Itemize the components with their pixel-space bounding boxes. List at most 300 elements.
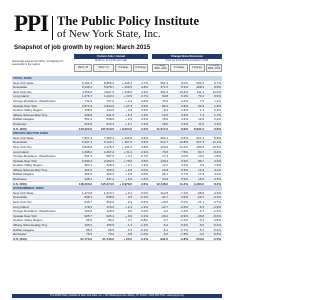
table-cell: 1,473.7 (103, 190, 114, 195)
table-cell: 438.1 (84, 177, 92, 182)
table-cell: 15.3 (162, 98, 168, 103)
table-cell: 625.1 (106, 213, 114, 218)
table-cell: -0.8% (140, 218, 148, 223)
table-cell: 86.5 (108, 227, 114, 232)
column-header: March '15 (74, 64, 92, 72)
footer-contact: The Public Policy Institute of New York State, Inc. • 152 Washington Ave. Albany, NY 12210 • (518) 465-7511 • www.ppinys.org (12, 294, 222, 298)
table-cell: 13.4 (198, 167, 204, 172)
table-cell: -2.0 (162, 209, 168, 214)
table-cell: 8.9% (181, 126, 188, 131)
table-cell: 79.4 (198, 94, 204, 99)
table-cell: 2.2% (141, 126, 148, 131)
table-cell: 0.0% (141, 190, 148, 195)
row-label: Downstate (13, 140, 28, 145)
table-cell: + 167.0 (121, 140, 132, 145)
table-cell: 10.8% (179, 140, 188, 145)
table-cell: -6.6 (162, 232, 168, 237)
table-cell: 6.6% (214, 94, 221, 99)
table-cell: 80.2 (162, 103, 168, 108)
column-header: % Change (170, 64, 188, 72)
table-cell: 2.4% (214, 117, 221, 122)
table-cell: 3.9% (214, 177, 221, 182)
table-cell: 21,745.0 (102, 236, 114, 241)
table-cell: 8.4 (163, 108, 168, 113)
table-cell: -2.5% (213, 236, 221, 241)
column-header: % Change (133, 64, 148, 72)
table-cell: -21.1 (197, 200, 204, 205)
table-cell: 664.1 (160, 135, 168, 140)
table-cell: 0.5% (141, 117, 148, 122)
row-label: U.S. (000) (13, 236, 27, 241)
table-cell: 6.9% (181, 158, 188, 163)
table-cell: 16.5 (198, 177, 204, 182)
table-cell: + 4.3 (125, 154, 132, 159)
row-label: Rochester (13, 177, 27, 182)
table-cell: 13.6% (212, 144, 221, 149)
row-label: Upstate New York (13, 213, 37, 218)
table-cell: 4.5 (199, 163, 204, 168)
table-cell: -1.2% (140, 223, 148, 227)
table-cell: 7.4 (199, 112, 204, 117)
table-cell: 8,856.2 (103, 80, 114, 85)
table-cell: 3,475.3 (103, 144, 114, 149)
table-cell: + 2.3 (125, 204, 132, 209)
table-cell: 178.3 (84, 204, 92, 209)
table-cell: -2.8% (180, 236, 188, 241)
table-cell: 7.5 (199, 98, 204, 103)
table-cell: 5,297.1 (81, 140, 92, 145)
table-cell: + 25.0 (123, 236, 132, 241)
table-cell: 13.2% (179, 144, 188, 149)
table-cell: 527.4 (196, 140, 204, 145)
table-cell: + 27.3 (123, 103, 132, 108)
table-cell: 1.1% (214, 98, 221, 103)
table-cell: 1.3% (141, 204, 148, 209)
table-cell: 86.2 (108, 218, 114, 223)
table-cell: 0.3% (214, 108, 221, 113)
row-label: Orange-Rockland - Westchester (13, 98, 56, 103)
row-label: Albany-Schenectady-Troy (13, 223, 48, 227)
table-cell: 1,067.2 (103, 149, 114, 154)
table-cell: 0.1% (141, 236, 148, 241)
table-cell: 8.4% (214, 181, 221, 186)
table-cell: 18.0 (162, 121, 168, 126)
table-cell: 2.7% (141, 80, 148, 85)
table-cell: 118,453.0 (78, 181, 92, 186)
group-header-recession: Change Since Recession (152, 54, 222, 59)
table-cell: 7.5% (181, 149, 188, 154)
table-cell: + 78.0 (123, 158, 132, 163)
table-cell: -3.4 (198, 218, 204, 223)
column-header: March '14 (93, 64, 114, 72)
table-cell: -3.7 (162, 218, 168, 223)
table-cell: 1.2% (141, 112, 148, 117)
row-label: New York City (13, 200, 32, 205)
table-cell: 0.0% (141, 209, 148, 214)
table-cell: + 166.5 (121, 85, 132, 90)
table-cell: 24.6 (162, 177, 168, 182)
table-cell: + 245.1 (121, 80, 132, 85)
table-cell: -1.0% (140, 232, 148, 237)
table-cell: 0.7% (141, 154, 148, 159)
row-label: Upstate New York (13, 103, 37, 108)
table-cell: 17.3 (162, 154, 168, 159)
table-cell: 5,130.1 (103, 140, 114, 145)
table-note: Seasonally adjusted (in 000s); not adjusted for seasonality in the regions (12, 60, 64, 66)
table-cell: 0.9% (141, 108, 148, 113)
table-cell: 21,770.0 (80, 236, 92, 241)
table-cell: 8.4% (214, 149, 221, 154)
table-cell: 5.7% (181, 172, 188, 177)
table-cell: 3.8% (141, 144, 148, 149)
row-label: Buffalo-Niagara (13, 227, 34, 232)
row-label: Long Island (13, 204, 29, 209)
column-header: % Change 2008 - 2015 (207, 65, 221, 70)
table-cell: 353.1 (84, 163, 92, 168)
table-cell: 341.6 (84, 167, 92, 172)
group-header-current: Current Jobs / Annual (74, 54, 148, 59)
table-cell: -4.6 (198, 232, 204, 237)
table-cell: + 31.2 (123, 149, 132, 154)
table-cell: - 0.3 (125, 227, 132, 232)
table-cell: 7,627.4 (81, 135, 92, 140)
table-cell: 1.9% (181, 108, 188, 113)
table-cell: 105.2 (84, 223, 92, 227)
table-cell: 9,101.2 (81, 80, 92, 85)
table-cell: 2.2% (181, 98, 188, 103)
table-cell: 510.4 (106, 121, 114, 126)
table-cell: 3.3% (141, 135, 148, 140)
table-cell: 1.3% (141, 163, 148, 168)
table-cell: + 2.5 (125, 117, 132, 122)
table-cell: 3.6% (181, 121, 188, 126)
table-cell: -1.6% (180, 209, 188, 214)
table-cell: -2.7 (198, 209, 204, 214)
table-cell: -112.8 (159, 190, 168, 195)
table-cell: + 5.3 (125, 112, 132, 117)
table-cell: 2,944.6 (103, 103, 114, 108)
table-cell: 17.9 (198, 172, 204, 177)
table-cell: 2.4% (214, 121, 221, 126)
table-cell: 89.7 (198, 158, 204, 163)
table-cell: 0.1% (141, 213, 148, 218)
row-label: New York City (13, 89, 32, 94)
table-cell: 848.6 (106, 195, 114, 200)
row-label: Hudson Valley Region (13, 218, 43, 223)
row-label: Downstate (13, 85, 28, 90)
row-label: U.S. (000) (13, 126, 27, 131)
table-cell: 12.1 (162, 163, 168, 168)
table-cell: 9.5% (181, 135, 188, 140)
table-cell: -553.0 (195, 236, 204, 241)
table-cell: 63.8 (162, 94, 168, 99)
table-cell: + 33.5 (123, 94, 132, 99)
table-cell: -6.2 (162, 227, 168, 232)
table-cell: 120.0 (84, 209, 92, 214)
table-cell: 3,606.8 (81, 144, 92, 149)
table-cell: 2.7% (141, 94, 148, 99)
table-cell: 549.7 (84, 200, 92, 205)
table-cell: 79.2 (108, 232, 114, 237)
table-cell: -29.0 (161, 200, 168, 205)
table-cell: 6.7% (214, 80, 221, 85)
table-cell: 1,276.7 (81, 94, 92, 99)
table-cell: 514.7 (160, 140, 168, 145)
table-cell: 0.6% (141, 172, 148, 177)
group-subheader-recession: From low point (during recession) to 2015 (165, 60, 209, 62)
table-cell: 149.4 (160, 158, 168, 163)
table-cell: 4.0% (214, 158, 221, 163)
table-cell: 2.8% (181, 103, 188, 108)
row-label: Rochester (13, 121, 27, 126)
table-cell: 106.5 (106, 223, 114, 227)
table-cell: 8,631.0 (193, 126, 204, 131)
table-cell: 1,243.2 (103, 94, 114, 99)
table-cell: -2.9% (213, 204, 221, 209)
table-cell: + 6.6 (125, 167, 132, 172)
table-cell: 1.2% (141, 121, 148, 126)
table-cell: 2.0% (141, 167, 148, 172)
table-cell: + 2.8 (125, 172, 132, 177)
table-cell: -5.4% (213, 223, 221, 227)
table-cell: -6.2 (162, 223, 168, 227)
column-header: # Change 2008 - 2015 (152, 64, 169, 72)
table-cell: 85.5 (86, 218, 92, 223)
table-cell: 3.4% (181, 112, 188, 117)
table-cell: + 4.7 (125, 163, 132, 168)
table-cell: 5.3% (181, 94, 188, 99)
table-cell: + 128.6 (121, 89, 132, 94)
table-cell: 5,978.7 (103, 85, 114, 90)
table-cell: 12.8 (198, 117, 204, 122)
row-label: Long Island (13, 94, 29, 99)
table-cell: 3.5% (181, 117, 188, 122)
table-cell: -4.3% (213, 190, 221, 195)
table-cell: -2.2% (213, 209, 221, 214)
row-label: New York City (13, 144, 32, 149)
table-cell: 11.0% (212, 89, 221, 94)
table-cell: 76.5 (162, 149, 168, 154)
table-cell: 84.7 (198, 149, 204, 154)
table-cell: 587.6 (106, 154, 114, 159)
table-cell: 391.9 (160, 89, 168, 94)
ppi-logo: PPI (14, 11, 49, 36)
row-label: New York State (13, 135, 34, 140)
table-cell: + 4.0 (125, 108, 132, 113)
table-cell: -5.6% (180, 223, 188, 227)
row-label: Downstate (13, 195, 28, 200)
table-cell: + 0.6 (125, 213, 132, 218)
logo-divider (52, 16, 53, 40)
group-subheader-current: Month vs. 12 months prior data (95, 60, 127, 62)
table-cell: 617.1 (196, 135, 204, 140)
row-label: U.S. (000) (13, 181, 27, 186)
table-cell: 8.3% (181, 85, 188, 90)
table-cell: + 245.0 (121, 135, 132, 140)
table-cell: 411.4 (196, 89, 204, 94)
header-logo-block (14, 11, 224, 44)
table-cell: - 0.8 (125, 232, 132, 237)
table-cell: 4.0% (214, 172, 221, 177)
table-cell: 3.3% (141, 140, 148, 145)
table-cell: -5.3 (198, 204, 204, 209)
table-cell: -4.1% (180, 218, 188, 223)
table-cell: 176.0 (106, 204, 114, 209)
section-title: PRIVATE SECTOR JOBS (13, 131, 48, 136)
table-cell: -4.9% (180, 195, 188, 200)
table-cell: 1.3% (214, 163, 221, 168)
table-cell: 438.6 (84, 108, 92, 113)
row-label: Albany-Schenectady-Troy (13, 112, 48, 117)
table-cell: 10.2 (198, 154, 204, 159)
table-cell: - 2.9 (125, 200, 132, 205)
section-title: GOVERNMENT JOBS (13, 186, 44, 191)
table-cell: 12,148.0 (156, 181, 168, 186)
table-cell: - 0.7 (125, 218, 132, 223)
table-cell: -0.5% (140, 200, 148, 205)
table-cell: 10.4% (179, 89, 188, 94)
table-cell: 548.9 (106, 117, 114, 122)
table-cell: 115,474.0 (100, 181, 114, 186)
table-cell: 4,027.9 (103, 89, 114, 94)
table-cell: 1.7% (214, 112, 221, 117)
table-cell: 11.4% (179, 181, 188, 186)
table-cell: 848.1 (84, 195, 92, 200)
table-cell: 625.7 (84, 213, 92, 218)
table-cell: -43.7 (161, 195, 168, 200)
table-cell: -0.3% (140, 227, 148, 232)
table-cell: 2,252.3 (103, 158, 114, 163)
table-cell: -0.1% (140, 195, 148, 200)
table-cell: 14.6 (162, 112, 168, 117)
table-cell: 11.1% (212, 140, 221, 145)
table-cell: -9.9% (180, 213, 188, 218)
table-cell: 8.8% (214, 85, 221, 90)
table-cell: -3.3% (213, 195, 221, 200)
table-cell: 5.9% (181, 177, 188, 182)
row-label: Buffalo-Niagara (13, 117, 34, 122)
table-cell: -6.7% (180, 227, 188, 232)
table-cell: 52.9 (198, 103, 204, 108)
table-cell: 86.2 (86, 227, 92, 232)
table-cell: 11,517.0 (156, 126, 168, 131)
table-cell: -36.8 (197, 213, 204, 218)
row-label: Upstate New York (13, 158, 37, 163)
table-cell: 2.8% (141, 85, 148, 90)
table-row (12, 237, 222, 242)
table-cell: + 131.5 (121, 144, 132, 149)
table-cell: 498.3 (196, 85, 204, 90)
table-cell: -5.6% (213, 213, 221, 218)
row-label: New York State (13, 80, 34, 85)
table-cell: 1,098.4 (81, 149, 92, 154)
table-cell: -65.9 (197, 190, 204, 195)
table-cell: 1.8% (214, 103, 221, 108)
table-cell: - 0.5 (125, 195, 132, 200)
table-cell: -5.6% (213, 227, 221, 232)
table-cell: 471.0 (160, 85, 168, 90)
table-cell: 120.0 (106, 209, 114, 214)
table-cell: -6.6% (180, 204, 188, 209)
table-cell: 551.3 (160, 80, 168, 85)
table-cell: 711.9 (84, 98, 92, 103)
table-cell: 2.9% (141, 149, 148, 154)
row-label: Albany-Schenectady-Troy (13, 167, 48, 172)
table-cell: -631.0 (159, 236, 168, 241)
row-label: Rochester (13, 232, 27, 237)
org-name-line2: of New York State, Inc. (57, 28, 161, 40)
table-cell: 2,330.3 (81, 158, 92, 163)
table-cell: 431.2 (106, 177, 114, 182)
table-cell: -3.7% (213, 200, 221, 205)
table-cell: 11.9 (198, 121, 204, 126)
table-cell: 552.6 (106, 200, 114, 205)
row-label: New York State (13, 190, 34, 195)
table-cell: 707.6 (106, 98, 114, 103)
table-cell: 441.5 (106, 112, 114, 117)
org-name-line1: The Public Policy Institute (57, 14, 200, 28)
table-cell: 462.4 (106, 172, 114, 177)
table-cell: -5.5% (213, 232, 221, 237)
table-cell: 18.9 (162, 117, 168, 122)
table-cell: + 6.9 (125, 177, 132, 182)
row-label: Buffalo-Niagara (13, 172, 34, 177)
table-cell: 591.9 (84, 154, 92, 159)
table-cell: 432.5 (196, 144, 204, 149)
table-cell: 1,473.8 (81, 190, 92, 195)
row-label: Orange-Rockland - Westchester (13, 154, 56, 159)
table-cell: -5.0% (180, 200, 188, 205)
table-cell: + 0.1 (125, 190, 132, 195)
table-cell: -69.1 (161, 213, 168, 218)
table-cell: 516.5 (84, 121, 92, 126)
table-cell: -29.1 (197, 195, 204, 200)
table-cell: 348.4 (106, 163, 114, 168)
table-cell: 137,219.0 (100, 126, 114, 131)
column-header: # Change (189, 64, 205, 72)
table-cell: -7.1% (180, 190, 188, 195)
row-label: Hudson Valley Region (13, 108, 43, 113)
table-cell: + 3,004.0 (119, 126, 132, 131)
table-cell: 25.1 (162, 172, 168, 177)
row-label: Orange-Rockland - Westchester (13, 209, 56, 214)
table-cell: 6.6% (214, 126, 221, 131)
table-cell: -7.8% (180, 232, 188, 237)
page-title: Snapshot of job growth by region: March 2015 (14, 44, 151, 51)
table-cell: 2,971.9 (81, 103, 92, 108)
table-cell: -3.8% (213, 218, 221, 223)
table-cell: 140,223.0 (78, 126, 92, 131)
table-cell: 9,184.0 (193, 181, 204, 186)
table-cell: 4.1% (214, 167, 221, 172)
table-cell: 465.2 (84, 172, 92, 177)
table-cell: 434.6 (106, 108, 114, 113)
table-cell: 0.9% (141, 103, 148, 108)
row-label: Long Island (13, 149, 29, 154)
table-cell: 6.5% (181, 167, 188, 172)
table-cell: 6,145.2 (81, 85, 92, 90)
table-cell: 8.8% (214, 135, 221, 140)
table-cell: 0.0 (127, 209, 132, 214)
table-cell: 78.4 (86, 232, 92, 237)
table-cell: 1.1 (199, 108, 204, 113)
table-cell: 3.2% (141, 89, 148, 94)
table-cell: 420.9 (160, 144, 168, 149)
table-cell: + 2,979.0 (119, 181, 132, 186)
table-cell: 0.6% (141, 98, 148, 103)
table-cell: 446.8 (84, 112, 92, 117)
column-header: # Change (115, 64, 132, 72)
